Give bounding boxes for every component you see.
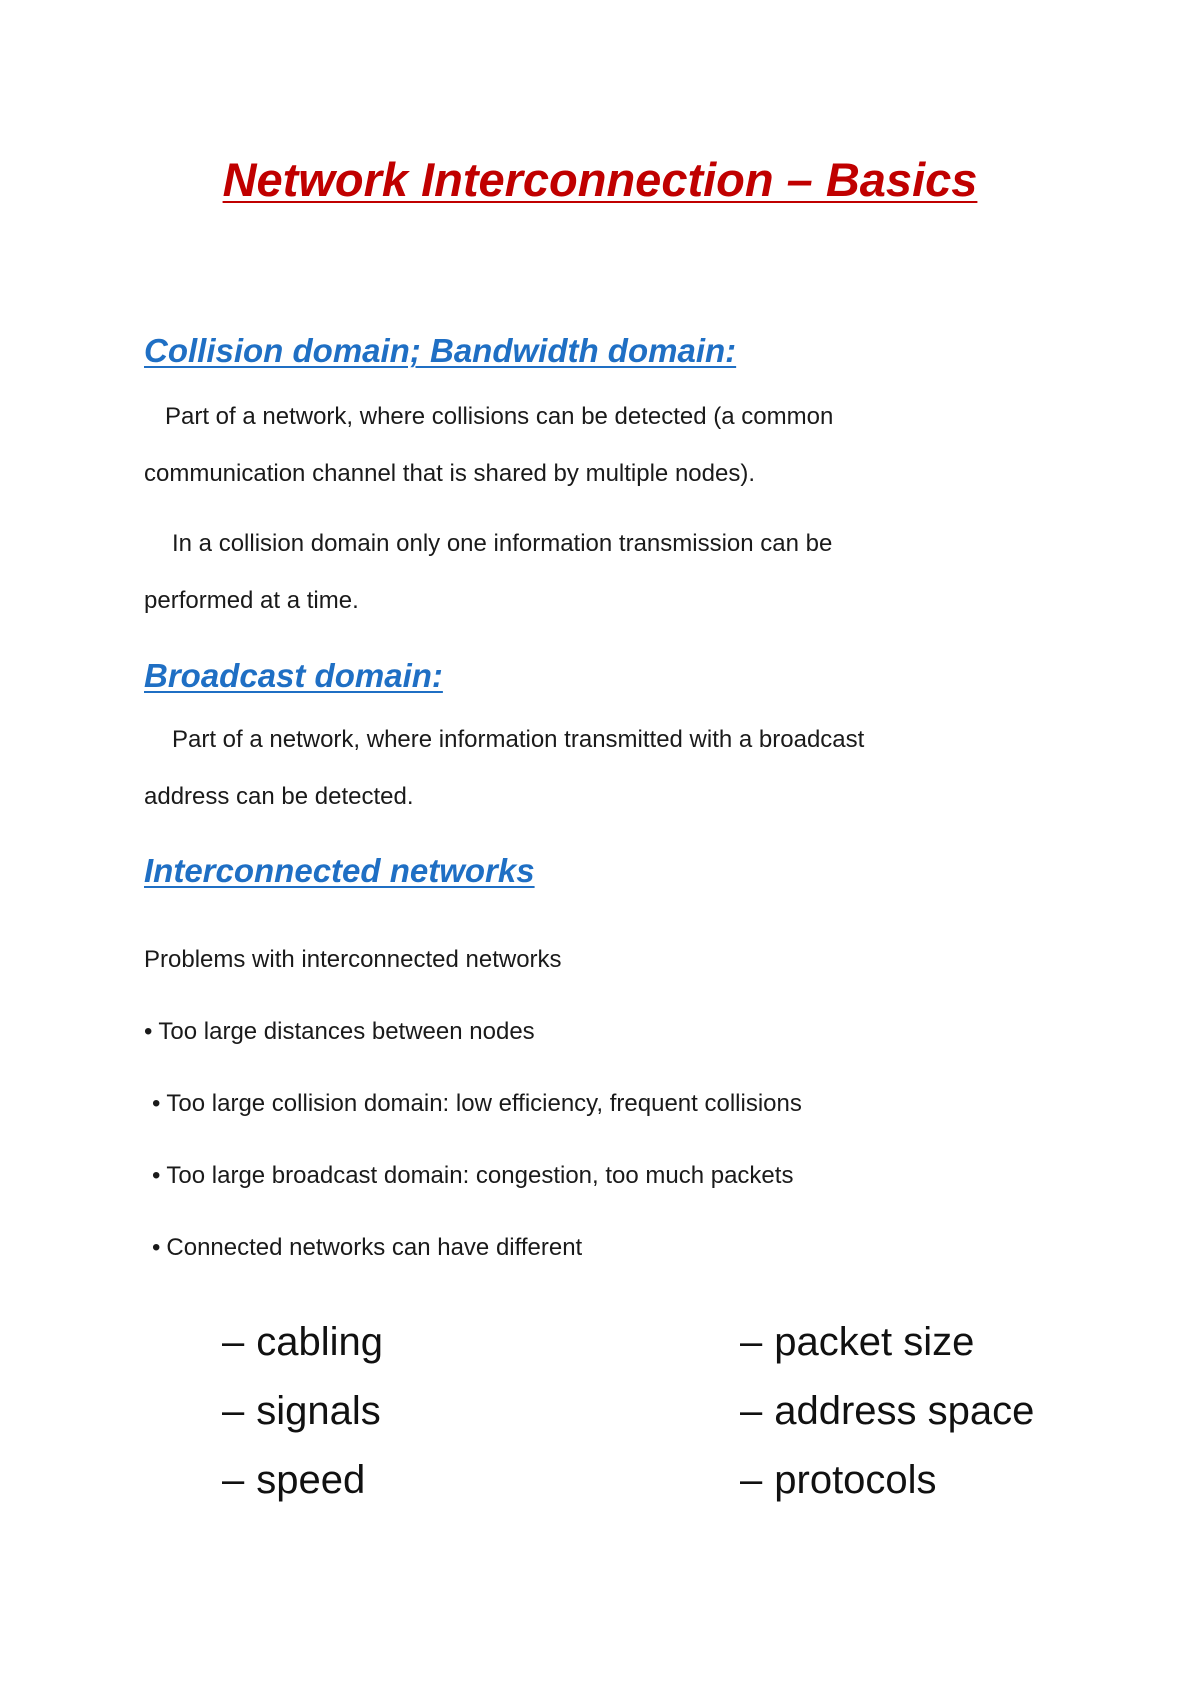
bullet-icon: • — [152, 1090, 161, 1117]
collision-p1-line2: communication channel that is shared by multiple nodes). — [144, 460, 755, 487]
broadcast-paragraph — [144, 711, 864, 825]
differences-left-list — [222, 1308, 383, 1515]
difference-item — [740, 1446, 1034, 1515]
bullet-item — [152, 1090, 802, 1118]
difference-text: speed — [256, 1458, 366, 1502]
bullet-item — [152, 1162, 793, 1190]
difference-text: signals — [256, 1389, 381, 1433]
difference-item — [222, 1446, 383, 1515]
heading-interconnected-networks: Interconnected networks — [144, 852, 535, 889]
heading-collision-domain: Collision domain; Bandwidth domain: — [144, 332, 737, 369]
bullet-text: Connected networks can have different — [166, 1234, 583, 1261]
bullet-item — [144, 1018, 535, 1046]
page-title: Network Interconnection – Basics — [222, 153, 978, 206]
difference-text: packet size — [774, 1320, 975, 1364]
difference-text: cabling — [256, 1320, 384, 1364]
collision-paragraph-2 — [144, 515, 832, 629]
collision-p1-line1: Part of a network, where collisions can be detected (a common — [165, 403, 834, 430]
broadcast-p1-line1: Part of a network, where information transmitted with a broadcast — [172, 726, 865, 753]
difference-item — [740, 1308, 1034, 1377]
collision-p2-line1: In a collision domain only one information transmission can be — [172, 530, 833, 557]
difference-text: address space — [774, 1389, 1035, 1433]
heading-broadcast-domain: Broadcast domain: — [144, 657, 443, 694]
bullet-icon: • — [144, 1018, 153, 1045]
collision-paragraph-1 — [144, 388, 833, 502]
differences-right-list — [740, 1308, 1034, 1515]
dash-icon: – — [740, 1389, 763, 1433]
collision-p2-line2: performed at a time. — [144, 587, 359, 614]
broadcast-p1-line2: address can be detected. — [144, 783, 414, 810]
bullet-text: Too large collision domain: low efficiency, frequent collisions — [166, 1090, 802, 1117]
bullet-icon: • — [152, 1234, 161, 1261]
bullet-item — [152, 1234, 582, 1262]
difference-item — [740, 1377, 1034, 1446]
dash-icon: – — [222, 1320, 245, 1364]
dash-icon: – — [740, 1458, 763, 1502]
difference-text: protocols — [774, 1458, 937, 1502]
bullet-text: Too large broadcast domain: congestion, too much packets — [166, 1162, 794, 1189]
dash-icon: – — [222, 1458, 245, 1502]
difference-item — [222, 1377, 383, 1446]
problems-intro: Problems with interconnected networks — [144, 946, 562, 973]
bullet-icon: • — [152, 1162, 161, 1189]
bullet-text: Too large distances between nodes — [158, 1018, 535, 1045]
difference-item — [222, 1308, 383, 1377]
dash-icon: – — [222, 1389, 245, 1433]
dash-icon: – — [740, 1320, 763, 1364]
